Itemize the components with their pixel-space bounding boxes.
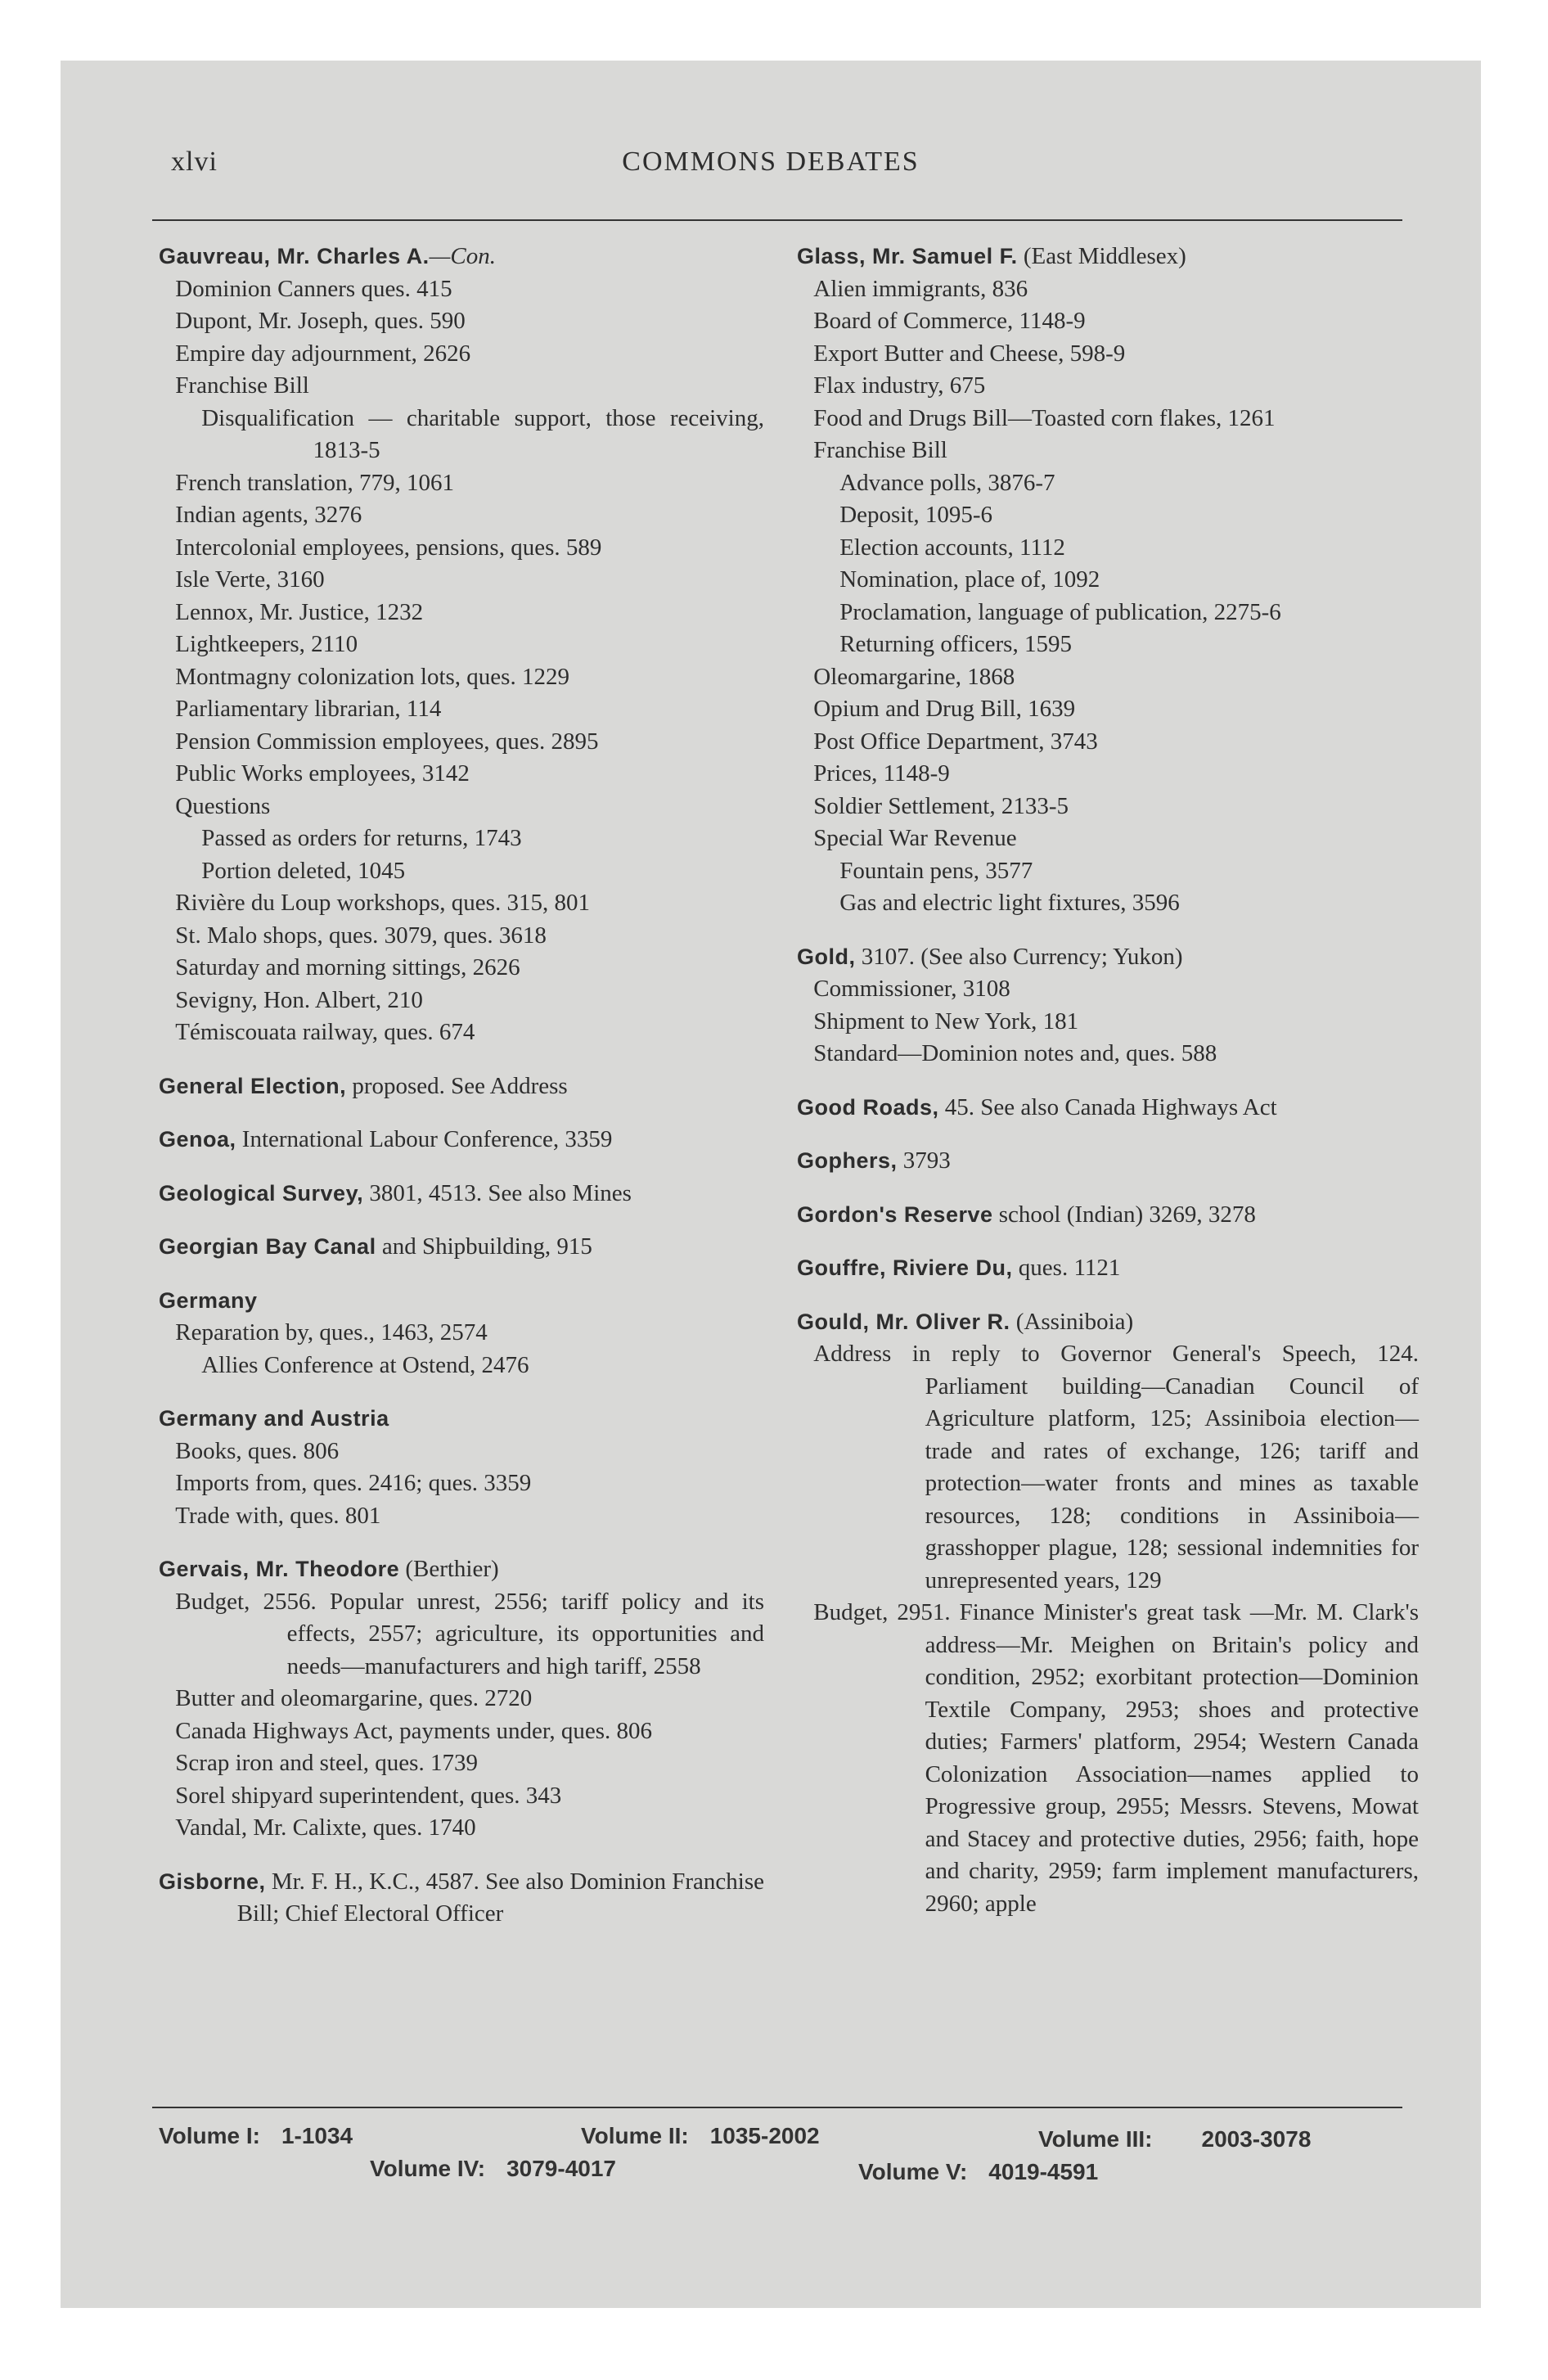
footer-rule — [152, 2107, 1402, 2108]
subentry: Butter and oleomargarine, ques. 2720 — [175, 1685, 533, 1711]
entry-heading: Gordon's Reserve — [797, 1201, 993, 1227]
subentry: Election accounts, 1112 — [839, 534, 1065, 561]
page-title: COMMONS DEBATES — [622, 146, 920, 177]
subentry: Saturday and morning sittings, 2626 — [175, 954, 520, 980]
subentry: Food and Drugs Bill—Toasted corn flakes, 1261 — [813, 404, 1276, 431]
index-entry — [797, 1145, 1419, 1178]
entry-heading-rest: 3107. (See also Currency; Yukon) — [861, 943, 1183, 970]
subentry: Alien immigrants, 836 — [813, 275, 1028, 302]
subentry: Disqualification — charitable support, those receiving, 1813-5 — [201, 404, 764, 463]
subentry: Indian agents, 3276 — [175, 502, 362, 528]
subentry: Trade with, ques. 801 — [175, 1502, 381, 1529]
entry-heading-rest: (Berthier) — [405, 1556, 499, 1582]
subentry: Gas and electric light fixtures, 3596 — [839, 890, 1180, 916]
subentry: Portion deleted, 1045 — [201, 857, 406, 884]
subentry: Prices, 1148-9 — [813, 760, 950, 787]
subentry: Questions — [175, 792, 271, 819]
subentry: Budget, 2556. Popular unrest, 2556; tariff policy and its effects, 2557; agriculture, its opportunities and needs—manufacturers and high tariff, 2558 — [175, 1588, 764, 1679]
subentry: Dupont, Mr. Joseph, ques. 590 — [175, 308, 466, 334]
subentry: Passed as orders for returns, 1743 — [201, 825, 522, 851]
volume-legend — [61, 2123, 1481, 2205]
index-entry — [159, 1553, 764, 1845]
index-entry — [797, 1199, 1419, 1232]
index-entry — [159, 1285, 764, 1382]
left-column — [159, 241, 764, 1952]
entry-heading: Georgian Bay Canal — [159, 1234, 376, 1259]
index-entry — [797, 1306, 1419, 1921]
entry-heading-rest: proposed. See Address — [352, 1072, 568, 1099]
entry-heading: Gouffre, Riviere Du, — [797, 1255, 1013, 1280]
subentry: French translation, 779, 1061 — [175, 469, 454, 496]
subentry: Address in reply to Governor General's Speech, 124. Parliament building—Canadian Council of Agriculture platform, 125; Assiniboia election—trade and rates of exchange, 126; tariff and protection—water fronts and mines as taxable resources, 128; conditions in Assiniboia—grasshopper plague, 128; sessional indemnities for unrepresented years, 129 — [813, 1341, 1419, 1593]
volume-range: Volume III: 2003-3078 — [1038, 2126, 1312, 2152]
subentry: Shipment to New York, 181 — [813, 1007, 1079, 1034]
subentry: Budget, 2951. Finance Minister's great task —Mr. M. Clark's address—Mr. Meighen on Britain's policy and condition, 2952; exorbitant protection—Dominion Textile Company, 2953; shoes and protective duties; Farmers' platform, 2954; Western Canada Colonization Association—names applied to Progressive group, 2955; Messrs. Stevens, Mowat and Stacey and protective duties, 2956; faith, hope and charity, 2959; farm implement manufacturers, 2960; apple — [813, 1599, 1419, 1917]
subentry: Témiscouata railway, ques. 674 — [175, 1019, 475, 1045]
subentry: Special War Revenue — [813, 825, 1017, 851]
page-number: xlvi — [171, 146, 218, 177]
subentry: Books, ques. 806 — [175, 1437, 340, 1464]
subentry: Franchise Bill — [175, 372, 309, 399]
subentry: Board of Commerce, 1148-9 — [813, 308, 1086, 334]
subentry: Standard—Dominion notes and, ques. 588 — [813, 1040, 1217, 1066]
entry-heading-rest: (East Middlesex) — [1023, 243, 1186, 269]
entry-heading-rest: ques. 1121 — [1018, 1255, 1121, 1281]
entry-heading-rest: (Assiniboia) — [1015, 1308, 1134, 1335]
subentry: Imports from, ques. 2416; ques. 3359 — [175, 1470, 532, 1496]
entry-heading: General Election, — [159, 1073, 347, 1098]
entry-heading: Good Roads, — [797, 1094, 939, 1120]
subentry: Advance polls, 3876-7 — [839, 469, 1055, 496]
subentry: Post Office Department, 3743 — [813, 728, 1098, 755]
subentry: Rivière du Loup workshops, ques. 315, 801 — [175, 890, 590, 916]
subentry: Reparation by, ques., 1463, 2574 — [175, 1319, 488, 1346]
volume-range: Volume IV: 3079-4017 — [370, 2156, 616, 2181]
subentry: Lennox, Mr. Justice, 1232 — [175, 598, 424, 625]
subentry: Nomination, place of, 1092 — [839, 566, 1100, 593]
entry-heading: Gophers, — [797, 1148, 898, 1173]
subentry: Returning officers, 1595 — [839, 631, 1072, 657]
index-entry — [797, 241, 1419, 920]
subentry: Montmagny colonization lots, ques. 1229 — [175, 663, 569, 690]
index-entry — [159, 1403, 764, 1532]
entry-heading-rest: International Labour Conference, 3359 — [241, 1126, 613, 1152]
index-entry — [159, 241, 764, 1049]
entry-heading: Gould, Mr. Oliver R. — [797, 1309, 1010, 1334]
index-entry — [159, 1071, 764, 1103]
subentry: Parliamentary librarian, 114 — [175, 696, 442, 722]
subentry: Sorel shipyard superintendent, ques. 343 — [175, 1782, 562, 1809]
right-column — [797, 241, 1419, 1941]
entry-heading: Geological Survey, — [159, 1180, 364, 1206]
subentry: St. Malo shops, ques. 3079, ques. 3618 — [175, 922, 547, 949]
subentry: Pension Commission employees, ques. 2895 — [175, 728, 599, 755]
subentry: Vandal, Mr. Calixte, ques. 1740 — [175, 1814, 476, 1841]
header-rule — [152, 219, 1402, 221]
index-entry — [797, 1252, 1419, 1285]
entry-heading: Gisborne, — [159, 1868, 266, 1894]
subentry: Proclamation, language of publication, 2275-6 — [839, 598, 1281, 625]
entry-heading: Gervais, Mr. Theodore — [159, 1557, 400, 1581]
entry-heading: Germany and Austria — [159, 1406, 389, 1431]
subentry: Dominion Canners ques. 415 — [175, 275, 452, 302]
subentry: Deposit, 1095-6 — [839, 502, 993, 528]
subentry: Commissioner, 3108 — [813, 976, 1010, 1002]
entry-heading-rest: 3801, 4513. See also Mines — [369, 1179, 632, 1206]
entry-heading-rest: —Con. — [429, 243, 497, 269]
entry-heading: Genoa, — [159, 1127, 236, 1152]
index-page — [61, 61, 1481, 2308]
subentry: Intercolonial employees, pensions, ques. 589 — [175, 534, 602, 561]
subentry: Lightkeepers, 2110 — [175, 631, 358, 657]
index-entry — [159, 1124, 764, 1156]
subentry: Oleomargarine, 1868 — [813, 663, 1015, 690]
index-entry — [159, 1178, 764, 1210]
page-header — [61, 146, 1481, 187]
entry-heading: Gauvreau, Mr. Charles A. — [159, 244, 430, 268]
subentry: Public Works employees, 3142 — [175, 760, 470, 787]
subentry: Scrap iron and steel, ques. 1739 — [175, 1750, 478, 1776]
index-entry — [797, 1092, 1419, 1125]
subentry: Empire day adjournment, 2626 — [175, 340, 471, 367]
entry-heading-rest: school (Indian) 3269, 3278 — [998, 1201, 1256, 1228]
index-entry — [159, 1866, 764, 1931]
entry-heading-rest: 45. See also Canada Highways Act — [944, 1093, 1277, 1120]
subentry: Sevigny, Hon. Albert, 210 — [175, 986, 423, 1013]
index-entry — [159, 1231, 764, 1264]
subentry: Allies Conference at Ostend, 2476 — [201, 1351, 529, 1378]
entry-heading-rest: and Shipbuilding, 915 — [381, 1233, 592, 1260]
index-entry — [797, 941, 1419, 1071]
volume-range: Volume I: 1-1034 — [159, 2123, 353, 2148]
subentry: Opium and Drug Bill, 1639 — [813, 696, 1076, 722]
subentry: Franchise Bill — [813, 437, 947, 463]
subentry: Fountain pens, 3577 — [839, 857, 1033, 884]
subentry: Canada Highways Act, payments under, ques. 806 — [175, 1717, 653, 1744]
entry-heading: Gold, — [797, 944, 856, 969]
subentry: Export Butter and Cheese, 598-9 — [813, 340, 1126, 367]
entry-heading: Germany — [159, 1287, 258, 1313]
subentry: Soldier Settlement, 2133-5 — [813, 792, 1069, 819]
entry-heading-rest: 3793 — [902, 1147, 951, 1174]
subentry: Flax industry, 675 — [813, 372, 986, 399]
subentry: Isle Verte, 3160 — [175, 566, 325, 593]
volume-range: Volume II: 1035-2002 — [581, 2123, 820, 2148]
entry-heading: Glass, Mr. Samuel F. — [797, 244, 1018, 268]
volume-range: Volume V: 4019-4591 — [858, 2159, 1099, 2184]
entry-heading-rest: Mr. F. H., K.C., 4587. See also Dominion Franchise Bill; Chief Electoral Officer — [236, 1868, 764, 1927]
